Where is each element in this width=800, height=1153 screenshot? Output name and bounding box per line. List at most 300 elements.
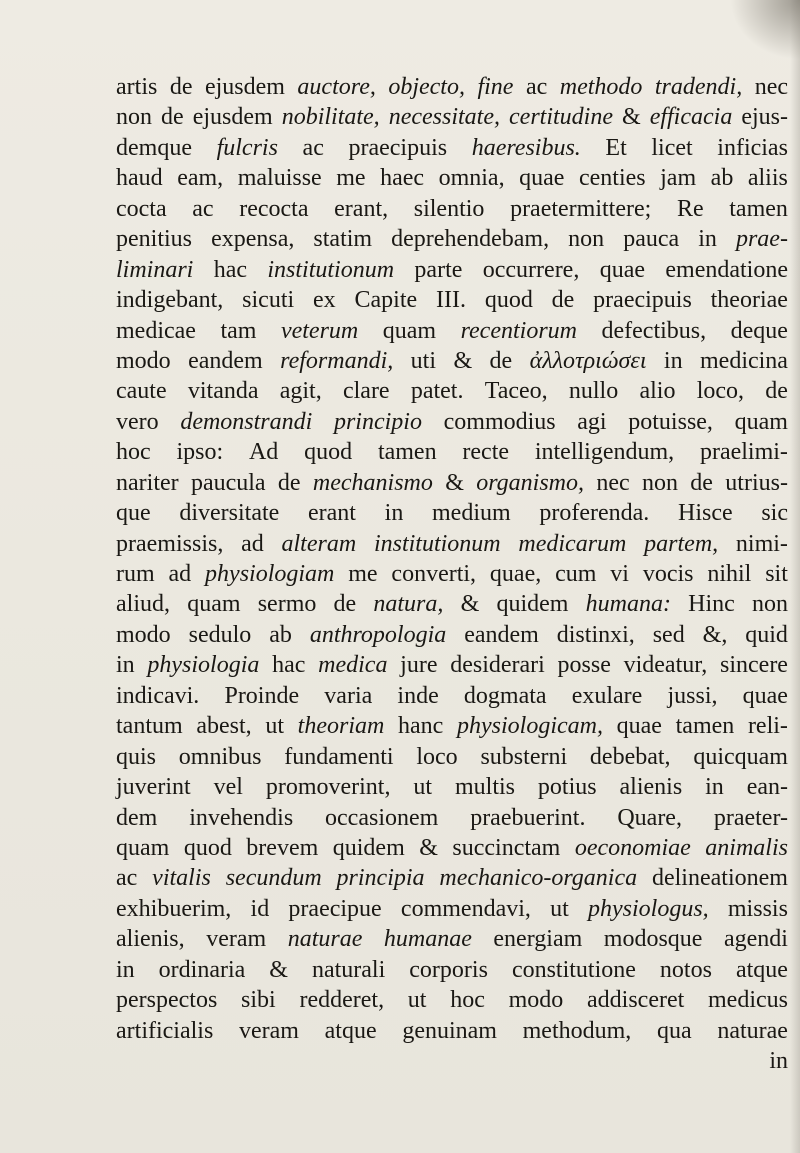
word: & xyxy=(622,104,641,131)
word: succinctam xyxy=(452,834,561,861)
word: nihil xyxy=(707,561,752,587)
text-line xyxy=(116,559,788,589)
word: & xyxy=(419,834,438,861)
word: haeresibus. xyxy=(471,134,581,161)
word: exhibuerim, xyxy=(116,895,232,922)
word: praebuerint. xyxy=(470,804,586,831)
word: dem xyxy=(116,804,158,831)
word: jussi, xyxy=(667,682,718,709)
word: mechanico-organica xyxy=(439,865,638,892)
word: ejus- xyxy=(741,104,788,131)
word: desiderari xyxy=(450,652,545,679)
word: ad xyxy=(241,530,264,557)
word: certitudine xyxy=(509,104,613,131)
word: distinxi, xyxy=(556,621,635,648)
word: praeter- xyxy=(713,804,788,831)
word: licet xyxy=(651,134,693,161)
word: non xyxy=(641,469,678,496)
text-line xyxy=(116,589,788,619)
text-line xyxy=(116,133,788,163)
word: vel xyxy=(213,774,243,801)
word: quod xyxy=(484,287,533,314)
word: nobilitate, xyxy=(281,104,380,131)
word: Capite xyxy=(354,287,418,314)
word: in xyxy=(384,500,404,527)
word: principio xyxy=(333,408,422,435)
word: quae xyxy=(616,713,662,740)
word: theoriam xyxy=(297,713,385,740)
word: ean- xyxy=(746,774,788,801)
body-text xyxy=(116,72,788,1076)
word: missis xyxy=(727,895,788,922)
word: nimi- xyxy=(735,530,788,557)
word: artis xyxy=(116,74,158,100)
word: atque xyxy=(735,956,788,983)
word: loco, xyxy=(696,378,745,405)
word: ac xyxy=(192,195,214,222)
word: Re xyxy=(676,195,704,222)
word: principia xyxy=(336,865,425,892)
word: exulare xyxy=(571,682,643,709)
word: methodum, xyxy=(522,1017,632,1044)
word: centies xyxy=(578,165,646,192)
word: aliis xyxy=(747,165,788,192)
word: constitutione xyxy=(511,956,636,983)
word: secundum xyxy=(225,865,322,892)
word: humana: xyxy=(585,591,671,618)
word: medicarum xyxy=(518,530,627,557)
text-line xyxy=(116,1016,788,1046)
word: de xyxy=(161,104,184,131)
word: ejusdem xyxy=(204,74,285,100)
word: tam xyxy=(220,317,257,344)
word: defectibus, xyxy=(601,317,707,344)
word: erant xyxy=(308,500,356,527)
word: medium xyxy=(432,500,511,527)
word: ut xyxy=(413,774,433,801)
text-line xyxy=(116,529,788,559)
word: jam xyxy=(660,165,697,192)
word: artificialis xyxy=(116,1017,214,1044)
word: proferenda. xyxy=(539,500,650,527)
word: agit, xyxy=(279,378,322,405)
text-line xyxy=(116,894,788,924)
word: in xyxy=(705,774,724,801)
word: hoc xyxy=(116,439,151,466)
word: fundamenti xyxy=(284,743,394,770)
word: prae- xyxy=(735,226,788,253)
text-line xyxy=(116,955,788,985)
text-line xyxy=(116,285,788,315)
word: praecipuis xyxy=(348,134,448,161)
word: pauca xyxy=(623,226,680,253)
word: praecipue xyxy=(288,895,382,922)
text-line xyxy=(116,620,788,650)
word: aliud, xyxy=(116,591,170,618)
text-line xyxy=(116,163,788,193)
word: ex xyxy=(313,287,336,314)
text-line xyxy=(116,985,788,1015)
word: sincere xyxy=(720,652,788,679)
word: nariter xyxy=(116,469,179,496)
word: praelimi- xyxy=(699,439,788,466)
word: physiologus, xyxy=(588,895,709,922)
word: agi xyxy=(577,408,607,435)
word: medicina xyxy=(700,347,788,374)
word: juverint xyxy=(116,774,191,801)
word: modo xyxy=(116,621,171,648)
word: & xyxy=(269,956,288,983)
word: demque xyxy=(116,134,192,161)
word: vi xyxy=(610,561,629,587)
word: perspectos xyxy=(116,987,218,1014)
word: tamen xyxy=(675,713,735,740)
word: quae xyxy=(519,165,565,192)
word: expensa, xyxy=(211,226,295,253)
word: hac xyxy=(213,256,248,283)
word: occurrere, xyxy=(482,256,580,283)
word: methodo xyxy=(559,74,643,100)
word: in xyxy=(116,652,135,679)
word: cum xyxy=(555,561,597,587)
word: inde xyxy=(397,682,439,709)
word: hac xyxy=(272,652,306,679)
word: ut xyxy=(550,895,569,922)
word: quicquam xyxy=(693,743,788,770)
word: partem, xyxy=(644,530,719,557)
word: silentio xyxy=(413,195,485,222)
word: ab xyxy=(269,621,292,648)
text-line xyxy=(116,255,788,285)
word: naturali xyxy=(311,956,386,983)
word: ac xyxy=(116,865,138,892)
word: indicavi. xyxy=(116,682,200,709)
word: Quare, xyxy=(617,804,682,831)
word: veram xyxy=(238,1017,299,1044)
word: diversitate xyxy=(179,500,280,527)
word: id xyxy=(250,895,270,922)
word: in xyxy=(698,226,717,253)
word: alienis, xyxy=(116,926,185,953)
word: quae, xyxy=(489,561,542,587)
text-line xyxy=(116,803,788,833)
word: energiam xyxy=(493,926,583,953)
word: erant, xyxy=(334,195,389,222)
word: institutionum xyxy=(267,256,395,283)
word: dogmata xyxy=(463,682,547,709)
word: ipso: xyxy=(176,439,224,466)
text-line xyxy=(116,711,788,741)
word: eandem xyxy=(464,621,539,648)
word: alteram xyxy=(281,530,357,557)
word: praetermittere; xyxy=(510,195,652,222)
word: quam xyxy=(734,408,788,435)
word: quidem xyxy=(496,591,569,618)
word: hoc xyxy=(450,987,485,1014)
word: indigebant, xyxy=(116,287,224,314)
word: reformandi, xyxy=(280,347,394,374)
word: sit xyxy=(765,561,788,587)
word: occasionem xyxy=(325,804,439,831)
word: sedulo xyxy=(188,621,252,648)
word: tantum xyxy=(116,713,183,740)
word: ad xyxy=(168,561,192,587)
word: nullo xyxy=(568,378,619,405)
word: quam xyxy=(382,317,437,344)
word: nec xyxy=(754,74,788,100)
word: substerni xyxy=(480,743,568,770)
word: modo xyxy=(116,347,171,374)
word: redderet, xyxy=(299,987,385,1014)
word: tamen xyxy=(377,439,437,466)
word: institutionum xyxy=(373,530,501,557)
word: oeconomiae xyxy=(574,834,691,861)
word: converti, xyxy=(391,561,477,587)
word: demonstrandi xyxy=(180,408,313,435)
word: brevem xyxy=(246,834,319,861)
word: vitanda xyxy=(187,378,259,405)
word: que xyxy=(116,500,151,527)
word: patet. xyxy=(410,378,464,405)
word: vocis xyxy=(642,561,694,587)
word: intelligendum, xyxy=(534,439,675,466)
word: commodius xyxy=(443,408,556,435)
word: alienis xyxy=(619,774,683,801)
word: ἀλλοτριώσει xyxy=(529,347,647,374)
word: de xyxy=(489,347,513,374)
word: Hinc xyxy=(688,591,735,618)
word: praecipuis xyxy=(593,287,692,314)
word: haud xyxy=(116,165,163,192)
text-line xyxy=(116,346,788,376)
word: quod xyxy=(304,439,353,466)
word: tradendi, xyxy=(654,74,743,100)
word: sicuti xyxy=(242,287,295,314)
word: & xyxy=(453,347,473,374)
word: sed xyxy=(652,621,685,648)
word: humanae xyxy=(383,926,472,953)
word: recte xyxy=(462,439,510,466)
word: natura, xyxy=(373,591,444,618)
word: de xyxy=(765,378,788,405)
word: auctore, xyxy=(297,74,376,100)
word: III. xyxy=(436,287,466,314)
text-line xyxy=(116,224,788,254)
word: fine xyxy=(477,74,514,100)
word: Hisce xyxy=(677,500,733,527)
word: de xyxy=(690,469,713,496)
word: qua xyxy=(656,1017,692,1044)
word: loco xyxy=(416,743,458,770)
word: veram xyxy=(206,926,267,953)
word: organismo, xyxy=(476,469,584,496)
word: uti xyxy=(410,347,437,374)
word: quidem xyxy=(332,834,405,861)
word: multis xyxy=(454,774,515,801)
word: corporis xyxy=(409,956,488,983)
word: vitalis xyxy=(152,865,211,892)
word: ejusdem xyxy=(192,104,273,131)
word: physiologia xyxy=(147,652,260,679)
page-edge-shadow xyxy=(790,0,800,1153)
word: ut xyxy=(407,987,427,1014)
word: utrius- xyxy=(725,469,788,496)
word: emendatione xyxy=(665,256,788,283)
word: non xyxy=(116,104,152,131)
word: caute xyxy=(116,378,167,405)
word: clare xyxy=(342,378,390,405)
word: ut xyxy=(265,713,284,740)
word: praemissis, xyxy=(116,530,224,557)
word: modo xyxy=(508,987,564,1014)
word: efficacia xyxy=(649,104,733,131)
word: quae xyxy=(599,256,646,283)
word: & xyxy=(445,469,464,496)
word: tamen xyxy=(729,195,788,222)
word: sermo xyxy=(257,591,317,618)
word: haec xyxy=(380,165,425,192)
word: fulcris xyxy=(216,134,278,161)
word: sibi xyxy=(241,987,276,1014)
word: & xyxy=(460,591,480,618)
word: paucula xyxy=(190,469,266,496)
word: ab xyxy=(710,165,734,192)
text-line xyxy=(116,498,788,528)
word: inficias xyxy=(717,134,788,161)
word: abest, xyxy=(196,713,252,740)
word: quam xyxy=(187,591,241,618)
word: Proinde xyxy=(224,682,300,709)
word: veterum xyxy=(280,317,359,344)
text-line xyxy=(116,194,788,224)
word: ac xyxy=(525,74,548,100)
word: in xyxy=(663,347,683,374)
word: potius xyxy=(537,774,597,801)
word: medicus xyxy=(708,987,788,1014)
word: agendi xyxy=(724,926,788,953)
word: nec xyxy=(596,469,630,496)
word: de xyxy=(277,469,301,496)
word: de xyxy=(333,591,357,618)
text-line xyxy=(116,742,788,772)
word: promoverint, xyxy=(265,774,391,801)
text-line xyxy=(116,924,788,954)
word: naturae xyxy=(287,926,363,953)
text-line xyxy=(116,407,788,437)
word: animalis xyxy=(705,834,788,861)
word: posse xyxy=(557,652,611,679)
text-line xyxy=(116,650,788,680)
word: delineationem xyxy=(651,865,788,892)
word: Et xyxy=(605,134,627,161)
word: Taceo, xyxy=(484,378,548,405)
word: theoriae xyxy=(710,287,788,314)
word: omnibus xyxy=(178,743,262,770)
word: videatur, xyxy=(623,652,708,679)
word: jure xyxy=(400,652,438,679)
word: cocta xyxy=(116,195,167,222)
text-line xyxy=(116,376,788,406)
word: vero xyxy=(116,408,159,435)
word: quid xyxy=(745,621,788,648)
word: eandem xyxy=(188,347,263,374)
word: de xyxy=(169,74,193,100)
word: maluisse xyxy=(237,165,322,192)
word: hanc xyxy=(398,713,444,740)
word: addisceret xyxy=(587,987,685,1014)
word: mechanismo xyxy=(312,469,433,496)
word: eam, xyxy=(177,165,224,192)
text-line xyxy=(116,681,788,711)
word: Ad xyxy=(248,439,279,466)
text-line xyxy=(116,316,788,346)
text-line xyxy=(116,863,788,893)
text-line xyxy=(116,468,788,498)
word: naturae xyxy=(717,1017,788,1044)
text-line xyxy=(116,1046,788,1076)
word: anthropologia xyxy=(309,621,447,648)
text-line xyxy=(116,102,788,132)
text-line xyxy=(116,833,788,863)
word: omnia, xyxy=(438,165,505,192)
word: recocta xyxy=(239,195,309,222)
word: debebat, xyxy=(589,743,671,770)
word: non xyxy=(752,591,788,618)
word: varia xyxy=(324,682,373,709)
word: medica xyxy=(318,652,388,679)
word: sic xyxy=(761,500,788,527)
word: quod xyxy=(183,834,232,861)
word: physiologicam, xyxy=(456,713,603,740)
word: quis xyxy=(116,743,157,770)
word: medicae xyxy=(116,317,196,344)
word: in xyxy=(116,956,135,983)
word: genuinam xyxy=(402,1017,497,1044)
word: liminari xyxy=(116,256,194,283)
word: in xyxy=(769,1048,788,1074)
word: statim xyxy=(313,226,373,253)
text-line xyxy=(116,72,788,102)
word: ordinaria xyxy=(158,956,246,983)
word: potuisse, xyxy=(628,408,713,435)
word: alio xyxy=(639,378,676,405)
word: quam xyxy=(116,834,170,861)
word: invehendis xyxy=(189,804,294,831)
text-line xyxy=(116,437,788,467)
word: penitius xyxy=(116,226,192,253)
word: deque xyxy=(730,317,788,344)
word: non xyxy=(568,226,605,253)
word: modosque xyxy=(603,926,703,953)
word: objecto, xyxy=(388,74,465,100)
word: necessitate, xyxy=(388,104,500,131)
word: de xyxy=(551,287,575,314)
word: recentiorum xyxy=(460,317,577,344)
word: quae xyxy=(742,682,788,709)
word: notos xyxy=(659,956,712,983)
word: rum xyxy=(116,561,155,587)
word: me xyxy=(348,561,378,587)
word: physiologiam xyxy=(205,561,335,587)
word: &, xyxy=(702,621,728,648)
text-line xyxy=(116,772,788,802)
word: reli- xyxy=(747,713,788,740)
word: me xyxy=(336,165,366,192)
word: commendavi, xyxy=(400,895,531,922)
word: deprehendebam, xyxy=(391,226,550,253)
word: ac xyxy=(302,134,324,161)
word: parte xyxy=(414,256,463,283)
